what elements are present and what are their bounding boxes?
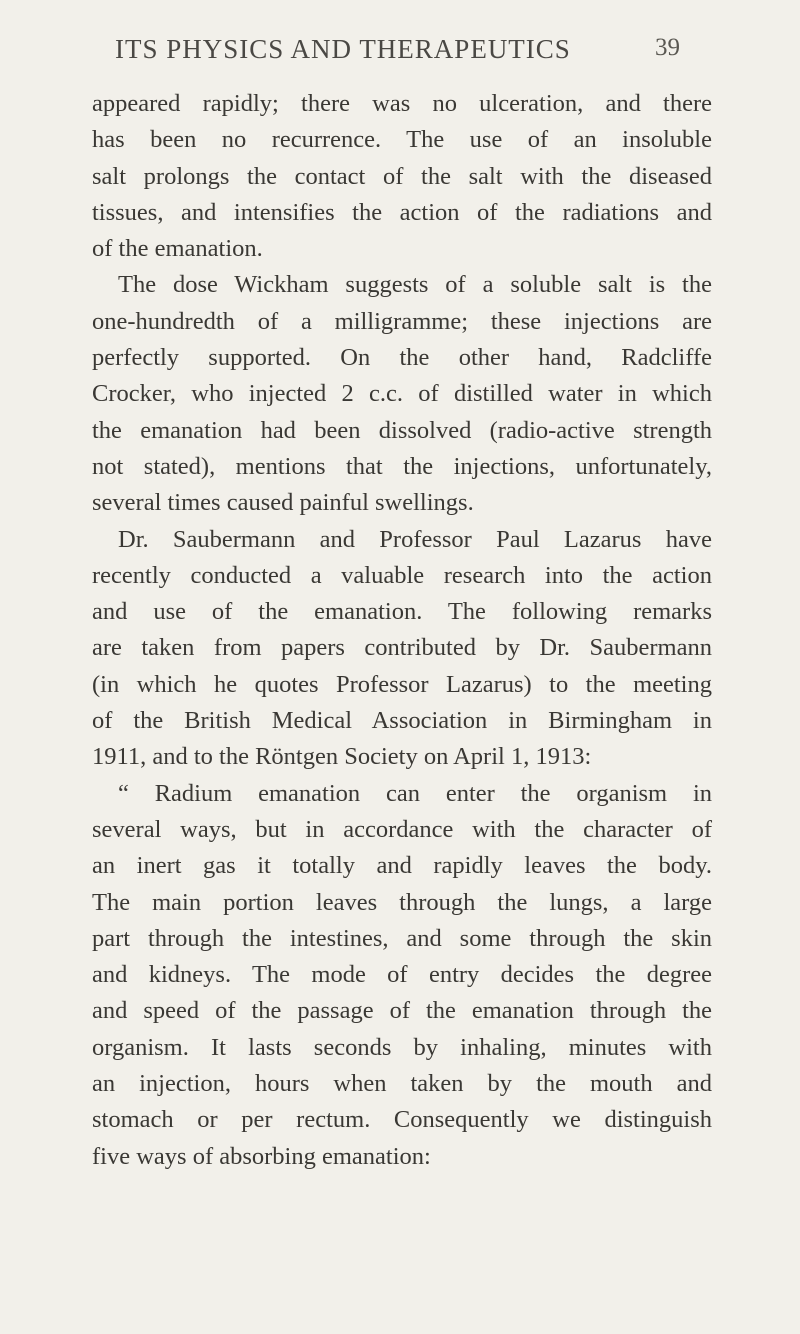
text-line: one-hundredth of a milligramme; these injections are [92,307,712,335]
text-line: and kidneys. The mode of entry decides the degree [92,961,712,989]
paragraph [92,86,712,267]
text-line: of the emanation. [92,235,263,263]
text-line: recently conducted a valuable research into the action [92,561,712,589]
text-line: The main portion leaves through the lungs, a large [92,888,712,916]
paragraph [92,267,712,521]
text-line: has been no recurrence. The use of an insoluble [92,126,712,154]
text-line: perfectly supported. On the other hand, Radcliffe [92,344,712,372]
text-line: are taken from papers contributed by Dr. Saubermann [92,634,712,662]
text-line: appeared rapidly; there was no ulceration, and there [92,90,712,117]
text-line: part through the intestines, and some through the skin [92,924,712,952]
text-line: not stated), mentions that the injections, unfortunately, [92,452,712,480]
text-line: Crocker, who injected 2 c.c. of distilled water in which [92,380,712,408]
text-line: and use of the emanation. The following remarks [92,598,712,626]
text-line: several ways, but in accordance with the character of [92,815,712,843]
text-line: and speed of the passage of the emanation through the [92,997,712,1025]
text-line: The dose Wickham suggests of a soluble salt is the [118,271,712,299]
text-line: organism. It lasts seconds by inhaling, minutes with [92,1033,712,1061]
text-line: (in which he quotes Professor Lazarus) to the meeting [92,670,712,698]
text-line: stomach or per rectum. Consequently we distinguish [92,1106,712,1134]
text-line: the emanation had been dissolved (radio-active strength [92,416,712,444]
text-line: an inert gas it totally and rapidly leaves the body. [92,852,712,880]
paragraph [92,522,712,776]
text-line: Dr. Saubermann and Professor Paul Lazarus have [118,525,712,553]
text-line: an injection, hours when taken by the mouth and [92,1070,712,1098]
text-line: of the British Medical Association in Birmingham in [92,707,712,735]
running-head: ITS PHYSICS AND THERAPEUTICS [115,34,571,64]
text-line: 1911, and to the Röntgen Society on April 1, 1913: [92,743,592,771]
page-number: 39 [655,34,680,61]
text-line: salt prolongs the contact of the salt with the diseased [92,162,712,190]
text-line: several times caused painful swellings. [92,489,474,517]
text-line: five ways of absorbing emanation: [92,1142,431,1170]
quotation-paragraph [92,776,712,1175]
body-text [92,86,712,1175]
text-line: “ Radium emanation can enter the organism in [118,779,712,807]
text-line: tissues, and intensifies the action of the radiations and [92,198,712,226]
